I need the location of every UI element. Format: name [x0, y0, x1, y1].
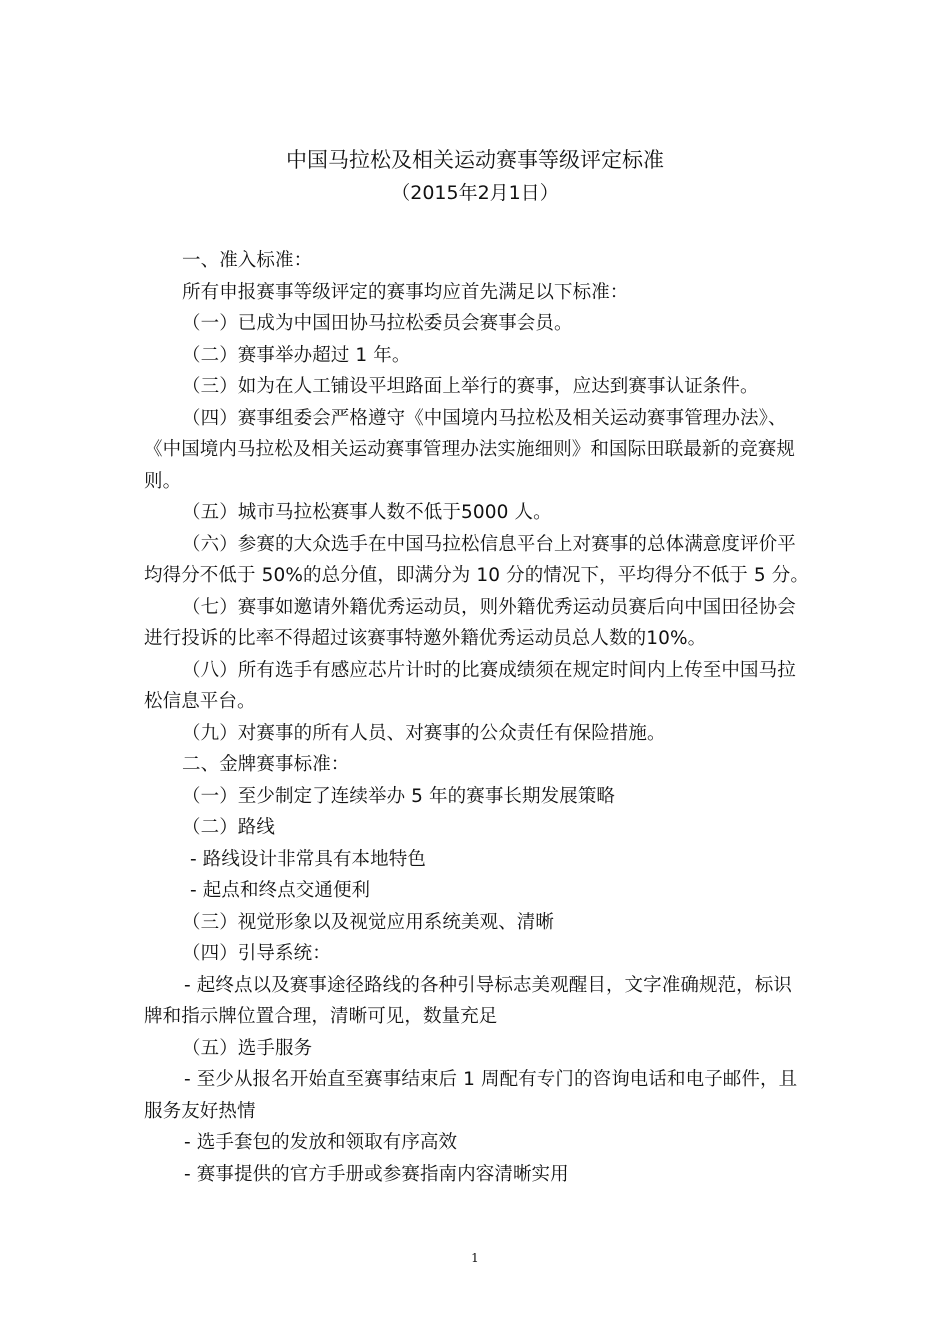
list-item-continuation: 松信息平台。 — [144, 691, 256, 712]
list-item: （一）已成为中国田协马拉松委员会赛事会员。 — [182, 313, 573, 334]
list-item: （五）城市马拉松赛事人数不低于5000 人。 — [182, 502, 552, 523]
list-item-continuation: 《中国境内马拉松及相关运动赛事管理办法实施细则》和国际田联最新的竞赛规 — [144, 439, 796, 460]
list-item: （二）赛事举办超过 1 年。 — [182, 344, 411, 366]
list-item: （二）路线 — [182, 817, 276, 838]
list-item-continuation: 进行投诉的比率不得超过该赛事特邀外籍优秀运动员总人数的10%。 — [144, 628, 707, 649]
list-item: （四）赛事组委会严格遵守《中国境内马拉松及相关运动赛事管理办法》、 — [182, 407, 787, 429]
bullet-item: - 赛事提供的官方手册或参赛指南内容清晰实用 — [184, 1163, 569, 1185]
bullet-item: - 起点和终点交通便利 — [190, 880, 371, 901]
list-item: （七）赛事如邀请外籍优秀运动员，则外籍优秀运动员赛后向中国田径协会 — [182, 596, 796, 618]
list-item: （一）至少制定了连续举办 5 年的赛事长期发展策略 — [182, 785, 616, 807]
list-item: （三）视觉形象以及视觉应用系统美观、清晰 — [182, 911, 555, 933]
bullet-item: - 起终点以及赛事途径路线的各种引导标志美观醒目，文字准确规范，标识 — [184, 974, 792, 996]
list-item: （四）引导系统： — [182, 943, 331, 964]
bullet-item-continuation: 服务友好热情 — [144, 1100, 256, 1122]
section-heading: 二、金牌赛事标准： — [182, 754, 350, 775]
page-number: 1 — [471, 1251, 479, 1265]
list-item-continuation: 则。 — [144, 470, 182, 492]
list-item: （八）所有选手有感应芯片计时的比赛成绩须在规定时间内上传至中国马拉 — [182, 659, 796, 681]
section-heading: 一、准入标准： — [182, 250, 313, 271]
document-title: 中国马拉松及相关运动赛事等级评定标准 — [286, 148, 664, 172]
list-item-continuation: 均得分不低于 50%的总分值，即满分为 10 分的情况下，平均得分不低于 5 分。 — [144, 565, 809, 586]
list-item: （六）参赛的大众选手在中国马拉松信息平台上对赛事的总体满意度评价平 — [182, 533, 796, 555]
list-item: （九）对赛事的所有人员、对赛事的公众责任有保险措施。 — [182, 722, 666, 744]
document-body — [144, 245, 812, 1190]
bullet-item: - 路线设计非常具有本地特色 — [190, 848, 426, 870]
bullet-item: - 至少从报名开始直至赛事结束后 1 周配有专门的咨询电话和电子邮件，且 — [184, 1069, 798, 1090]
bullet-item: - 选手套包的发放和领取有序高效 — [184, 1132, 458, 1153]
list-item: （五）选手服务 — [182, 1037, 313, 1059]
document-date: （2015年2月1日） — [391, 182, 559, 204]
list-item: （三）如为在人工铺设平坦路面上举行的赛事，应达到赛事认证条件。 — [182, 376, 759, 397]
paragraph-line: 所有申报赛事等级评定的赛事均应首先满足以下标准： — [182, 281, 629, 303]
bullet-item-continuation: 牌和指示牌位置合理，清晰可见，数量充足 — [144, 1006, 498, 1027]
